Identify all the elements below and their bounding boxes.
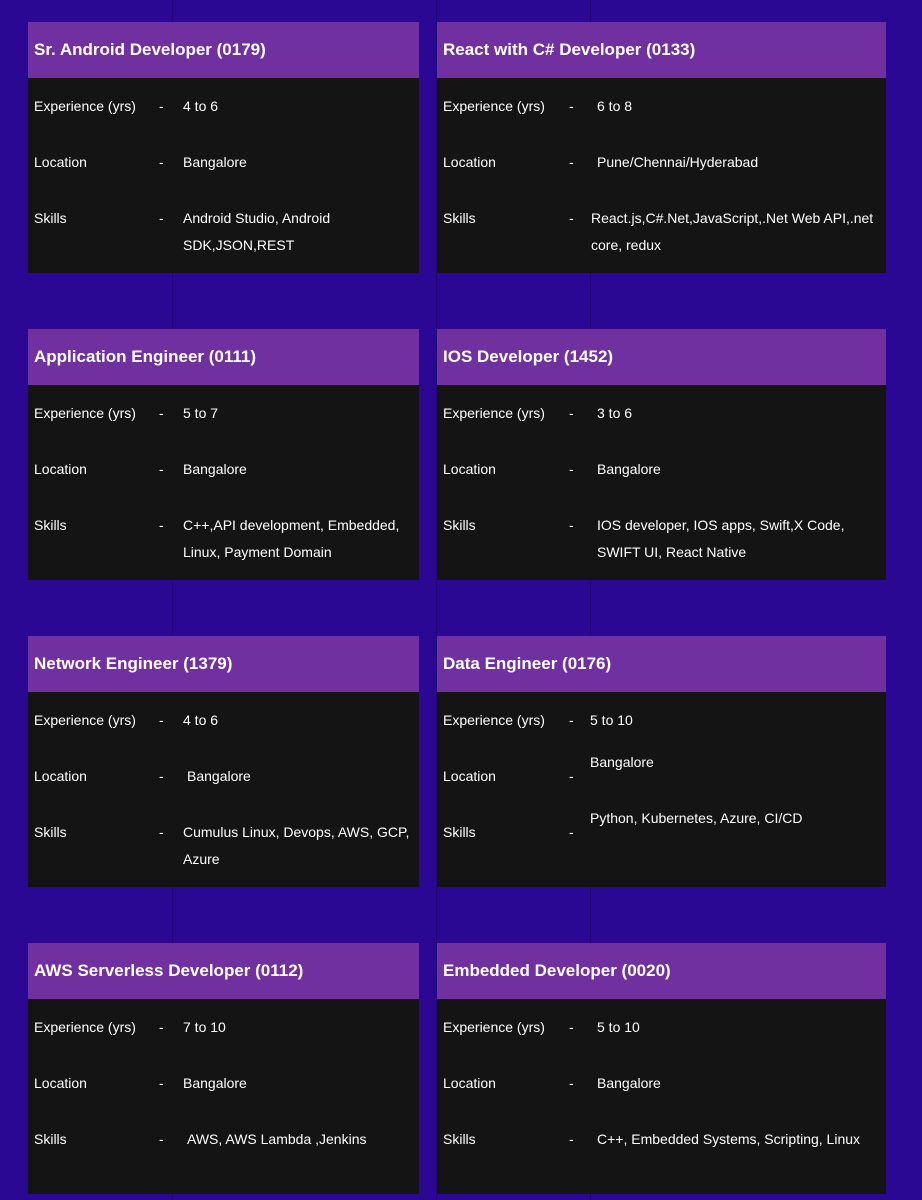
job-details [28,692,419,887]
location-value: Bangalore [187,768,251,784]
separator: - [569,824,574,840]
location-value: Pune/Chennai/Hyderabad [597,154,759,170]
experience-label: Experience (yrs) [34,1019,136,1035]
location-value: Bangalore [183,154,247,170]
skills-value: Python, Kubernetes, Azure, CI/CD [590,810,803,826]
skills-row [28,512,419,566]
location-row [437,1070,886,1097]
experience-label: Experience (yrs) [443,405,545,421]
separator: - [569,98,574,114]
job-card[interactable] [28,943,419,1194]
separator: - [159,712,164,728]
separator: - [159,1131,164,1147]
skills-label: Skills [443,517,476,533]
location-row [28,149,419,176]
location-value: Bangalore [590,754,654,770]
skills-label: Skills [443,824,476,840]
location-value: Bangalore [597,461,661,477]
location-label: Location [34,461,87,477]
job-details [437,385,886,580]
location-label: Location [34,154,87,170]
separator: - [569,461,574,477]
skills-row [437,810,886,846]
skills-row [28,819,419,873]
skills-label: Skills [34,210,67,226]
job-card[interactable] [437,636,886,887]
location-value: Bangalore [183,461,247,477]
location-row [28,763,419,790]
skills-row [28,1126,419,1153]
job-title: Sr. Android Developer (0179) [28,22,419,78]
experience-row [437,707,886,734]
job-details [28,999,419,1194]
separator: - [159,1075,164,1091]
skills-label: Skills [34,1131,67,1147]
separator: - [569,154,574,170]
experience-value: 7 to 10 [183,1019,226,1035]
job-title: Network Engineer (1379) [28,636,419,692]
separator: - [569,517,574,533]
skills-row [437,1126,886,1153]
location-row [28,456,419,483]
skills-label: Skills [443,210,476,226]
experience-row [28,707,419,734]
experience-label: Experience (yrs) [443,98,545,114]
skills-value: C++,API development, Embedded, Linux, Payment Domain [183,517,400,560]
experience-value: 5 to 10 [590,712,633,728]
location-label: Location [443,461,496,477]
job-card[interactable] [28,22,419,273]
job-title: Embedded Developer (0020) [437,943,886,999]
job-card[interactable] [28,636,419,887]
experience-value: 5 to 10 [597,1019,640,1035]
experience-label: Experience (yrs) [443,1019,545,1035]
skills-label: Skills [443,1131,476,1147]
location-label: Location [443,154,496,170]
experience-value: 6 to 8 [597,98,633,114]
separator: - [569,712,574,728]
experience-row [437,400,886,427]
separator: - [159,210,164,226]
separator: - [159,154,164,170]
experience-value: 4 to 6 [183,98,219,114]
job-listings-grid [28,22,886,1194]
skills-row [437,205,886,259]
job-details [437,692,886,887]
location-value: Bangalore [597,1075,661,1091]
location-label: Location [34,1075,87,1091]
job-details [437,999,886,1194]
separator: - [159,98,164,114]
skills-row [28,205,419,259]
separator: - [159,461,164,477]
job-card[interactable] [28,329,419,580]
separator: - [569,1131,574,1147]
experience-label: Experience (yrs) [34,98,136,114]
job-title: Application Engineer (0111) [28,329,419,385]
skills-value: React.js,C#.Net,JavaScript,.Net Web API,.net core, redux [591,210,874,253]
location-label: Location [34,768,87,784]
skills-value: Android Studio, Android SDK,JSON,REST [183,210,331,253]
location-row [437,149,886,176]
location-label: Location [443,1075,496,1091]
separator: - [159,405,164,421]
location-row [28,1070,419,1097]
job-title: AWS Serverless Developer (0112) [28,943,419,999]
job-details [28,78,419,273]
separator: - [569,768,574,784]
separator: - [569,1075,574,1091]
experience-row [28,400,419,427]
skills-row [437,512,886,566]
separator: - [159,517,164,533]
skills-value: Cumulus Linux, Devops, AWS, GCP, Azure [183,824,410,867]
skills-label: Skills [34,824,67,840]
experience-label: Experience (yrs) [443,712,545,728]
job-details [437,78,886,273]
experience-value: 4 to 6 [183,712,219,728]
skills-value: IOS developer, IOS apps, Swift,X Code, SWIFT UI, React Native [597,517,845,560]
job-title: IOS Developer (1452) [437,329,886,385]
separator: - [159,1019,164,1035]
experience-row [437,93,886,120]
separator: - [159,824,164,840]
separator: - [569,1019,574,1035]
location-value: Bangalore [183,1075,247,1091]
skills-label: Skills [34,517,67,533]
experience-value: 3 to 6 [597,405,633,421]
skills-value: C++, Embedded Systems, Scripting, Linux [597,1131,861,1147]
separator: - [569,405,574,421]
job-details [28,385,419,580]
experience-value: 5 to 7 [183,405,219,421]
separator: - [159,768,164,784]
location-row [437,754,886,790]
job-title: React with C# Developer (0133) [437,22,886,78]
experience-label: Experience (yrs) [34,405,136,421]
experience-row [437,1014,886,1041]
job-title: Data Engineer (0176) [437,636,886,692]
experience-row [28,93,419,120]
location-row [437,456,886,483]
location-label: Location [443,768,496,784]
separator: - [569,210,574,226]
job-card[interactable] [437,22,886,273]
job-card[interactable] [437,943,886,1194]
experience-row [28,1014,419,1041]
job-card[interactable] [437,329,886,580]
skills-value: AWS, AWS Lambda ,Jenkins [187,1131,367,1147]
experience-label: Experience (yrs) [34,712,136,728]
